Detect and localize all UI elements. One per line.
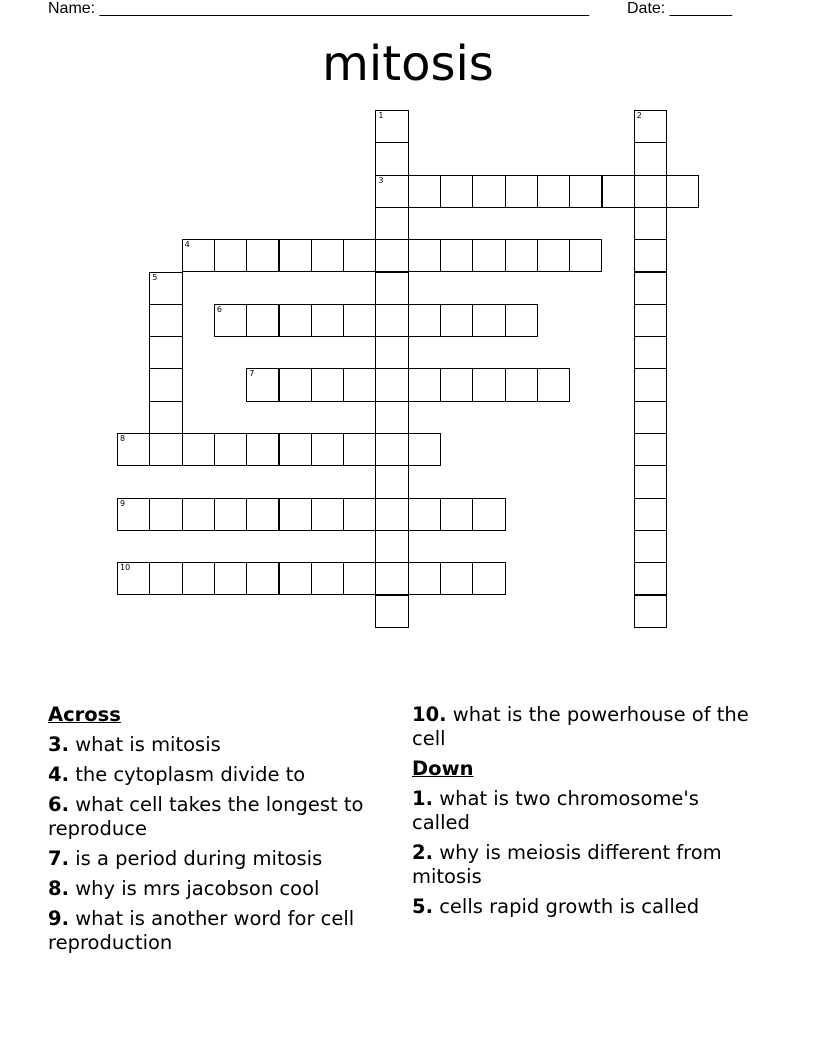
clue-number: 1. — [412, 787, 433, 810]
across-clue — [48, 733, 388, 757]
crossword-cell[interactable] — [246, 433, 279, 466]
crossword-cell[interactable] — [408, 562, 441, 595]
crossword-cell[interactable] — [311, 433, 344, 466]
crossword-cell[interactable] — [182, 562, 215, 595]
crossword-cell[interactable] — [408, 175, 441, 208]
down-clue — [412, 787, 762, 835]
crossword-cell[interactable] — [408, 433, 441, 466]
clues-column-right — [412, 703, 762, 919]
crossword-cell[interactable] — [634, 433, 667, 466]
crossword-cell[interactable] — [149, 272, 182, 305]
crossword-cell[interactable] — [149, 498, 182, 531]
crossword-cell[interactable] — [311, 304, 344, 337]
crossword-cell[interactable] — [214, 562, 247, 595]
puzzle-title: mitosis — [322, 36, 494, 92]
crossword-cell[interactable] — [149, 336, 182, 369]
crossword-cell[interactable] — [375, 368, 408, 401]
crossword-cell[interactable] — [634, 142, 667, 175]
crossword-cell[interactable] — [343, 239, 376, 272]
cell-number: 3 — [378, 175, 384, 185]
crossword-cell[interactable] — [343, 562, 376, 595]
crossword-cell[interactable] — [375, 401, 408, 434]
crossword-cell[interactable] — [343, 368, 376, 401]
clue-text: is a period during mitosis — [75, 847, 323, 870]
crossword-cell[interactable] — [149, 401, 182, 434]
crossword-cell[interactable] — [375, 175, 408, 208]
crossword-cell[interactable] — [375, 465, 408, 498]
crossword-cell[interactable] — [634, 304, 667, 337]
across-clue — [48, 847, 388, 871]
crossword-cell[interactable] — [440, 368, 473, 401]
crossword-cell[interactable] — [634, 498, 667, 531]
crossword-cell[interactable] — [311, 239, 344, 272]
clue-text: what is the powerhouse of the cell — [412, 703, 749, 750]
clue-number: 2. — [412, 841, 433, 864]
clue-text: what cell takes the longest to reproduce — [48, 793, 364, 840]
cell-number: 9 — [120, 498, 126, 508]
crossword-cell[interactable] — [634, 207, 667, 240]
name-field-label: Name: _______________________________________________________ — [48, 0, 589, 17]
cell-number: 5 — [152, 272, 158, 282]
crossword-cell[interactable] — [214, 433, 247, 466]
crossword-cell[interactable] — [408, 498, 441, 531]
crossword-cell[interactable] — [569, 175, 602, 208]
crossword-cell[interactable] — [569, 239, 602, 272]
crossword-cell[interactable] — [117, 498, 150, 531]
clue-number: 7. — [48, 847, 69, 870]
crossword-cell[interactable] — [214, 498, 247, 531]
crossword-cell[interactable] — [634, 239, 667, 272]
crossword-cell[interactable] — [214, 239, 247, 272]
crossword-cell[interactable] — [311, 562, 344, 595]
crossword-cell[interactable] — [472, 175, 505, 208]
crossword-cell[interactable] — [440, 562, 473, 595]
crossword-cell[interactable] — [537, 368, 570, 401]
crossword-cell[interactable] — [311, 368, 344, 401]
crossword-cell[interactable] — [343, 498, 376, 531]
crossword-cell[interactable] — [634, 530, 667, 563]
crossword-cell[interactable] — [375, 110, 408, 143]
crossword-cell[interactable] — [440, 498, 473, 531]
crossword-cell[interactable] — [634, 465, 667, 498]
clue-number: 6. — [48, 793, 69, 816]
crossword-cell[interactable] — [634, 110, 667, 143]
crossword-cell[interactable] — [246, 368, 279, 401]
crossword-cell[interactable] — [279, 562, 312, 595]
clue-text: what is mitosis — [75, 733, 221, 756]
crossword-cell[interactable] — [440, 239, 473, 272]
crossword-cell[interactable] — [182, 433, 215, 466]
clue-text: why is mrs jacobson cool — [75, 877, 320, 900]
crossword-cell[interactable] — [343, 304, 376, 337]
crossword-cell[interactable] — [505, 304, 538, 337]
crossword-cell[interactable] — [375, 562, 408, 595]
clue-number: 10. — [412, 703, 447, 726]
cell-number: 10 — [120, 563, 131, 573]
cell-number: 2 — [636, 111, 642, 120]
crossword-cell[interactable] — [634, 368, 667, 401]
crossword-cell[interactable] — [634, 562, 667, 595]
clue-number: 5. — [412, 895, 433, 918]
crossword-cell[interactable] — [117, 433, 150, 466]
cell-number: 1 — [378, 111, 384, 120]
crossword-cell[interactable] — [375, 498, 408, 531]
crossword-cell[interactable] — [408, 239, 441, 272]
crossword-cell[interactable] — [634, 272, 667, 305]
crossword-cell[interactable] — [279, 239, 312, 272]
crossword-cell[interactable] — [375, 530, 408, 563]
across-clue — [48, 907, 388, 955]
crossword-cell[interactable] — [214, 304, 247, 337]
down-heading: Down — [412, 757, 474, 780]
across-clue — [48, 793, 388, 841]
crossword-cell[interactable] — [375, 336, 408, 369]
cell-number: 7 — [249, 369, 255, 379]
crossword-cell[interactable] — [279, 433, 312, 466]
crossword-cell[interactable] — [311, 498, 344, 531]
clue-number: 8. — [48, 877, 69, 900]
crossword-cell[interactable] — [117, 562, 150, 595]
crossword-cell[interactable] — [472, 562, 505, 595]
crossword-cell[interactable] — [375, 304, 408, 337]
crossword-cell[interactable] — [149, 433, 182, 466]
crossword-cell[interactable] — [440, 175, 473, 208]
across-clue — [412, 703, 762, 751]
crossword-cell[interactable] — [375, 433, 408, 466]
clues-column-left — [48, 703, 388, 955]
crossword-cell[interactable] — [375, 142, 408, 175]
crossword-cell[interactable] — [472, 304, 505, 337]
clue-text: what is another word for cell reproduction — [48, 907, 355, 954]
crossword-cell[interactable] — [537, 175, 570, 208]
crossword-cell[interactable] — [634, 595, 667, 628]
crossword-cell[interactable] — [634, 175, 667, 208]
crossword-cell[interactable] — [375, 595, 408, 628]
clue-number: 3. — [48, 733, 69, 756]
crossword-cell[interactable] — [246, 498, 279, 531]
crossword-cell[interactable] — [537, 239, 570, 272]
clue-text: what is two chromosome's called — [412, 787, 699, 834]
date-field-label: Date: _______ — [627, 0, 732, 17]
across-clue — [48, 763, 388, 787]
clue-text: cells rapid growth is called — [439, 895, 700, 918]
clue-number: 4. — [48, 763, 69, 786]
down-clue — [412, 841, 762, 889]
crossword-cell[interactable] — [246, 239, 279, 272]
crossword-cell[interactable] — [246, 304, 279, 337]
clue-number: 9. — [48, 907, 69, 930]
crossword-cell[interactable] — [505, 239, 538, 272]
crossword-cell[interactable] — [375, 272, 408, 305]
across-clue — [48, 877, 388, 901]
crossword-cell[interactable] — [666, 175, 699, 208]
crossword-cell[interactable] — [149, 304, 182, 337]
crossword-cell[interactable] — [182, 239, 215, 272]
crossword-cell[interactable] — [182, 498, 215, 531]
crossword-cell[interactable] — [279, 498, 312, 531]
crossword-cell[interactable] — [408, 304, 441, 337]
crossword-cell[interactable] — [279, 368, 312, 401]
crossword-cell[interactable] — [602, 175, 635, 208]
cell-number: 4 — [184, 240, 190, 250]
crossword-cell[interactable] — [472, 239, 505, 272]
clue-text: the cytoplasm divide to — [75, 763, 306, 786]
crossword-cell[interactable] — [472, 368, 505, 401]
cell-number: 8 — [120, 434, 126, 443]
clue-text: why is meiosis different from mitosis — [412, 841, 722, 888]
crossword-cell[interactable] — [505, 175, 538, 208]
crossword-cell[interactable] — [440, 304, 473, 337]
crossword-cell[interactable] — [375, 239, 408, 272]
crossword-cell[interactable] — [505, 368, 538, 401]
down-clue — [412, 895, 762, 919]
across-heading: Across — [48, 703, 121, 726]
crossword-cell[interactable] — [472, 498, 505, 531]
crossword-cell[interactable] — [246, 562, 279, 595]
crossword-cell[interactable] — [634, 401, 667, 434]
crossword-cell[interactable] — [279, 304, 312, 337]
crossword-cell[interactable] — [408, 368, 441, 401]
crossword-cell[interactable] — [343, 433, 376, 466]
cell-number: 6 — [216, 304, 222, 314]
crossword-cell[interactable] — [149, 562, 182, 595]
crossword-cell[interactable] — [634, 336, 667, 369]
crossword-cell[interactable] — [149, 368, 182, 401]
crossword-cell[interactable] — [375, 207, 408, 240]
